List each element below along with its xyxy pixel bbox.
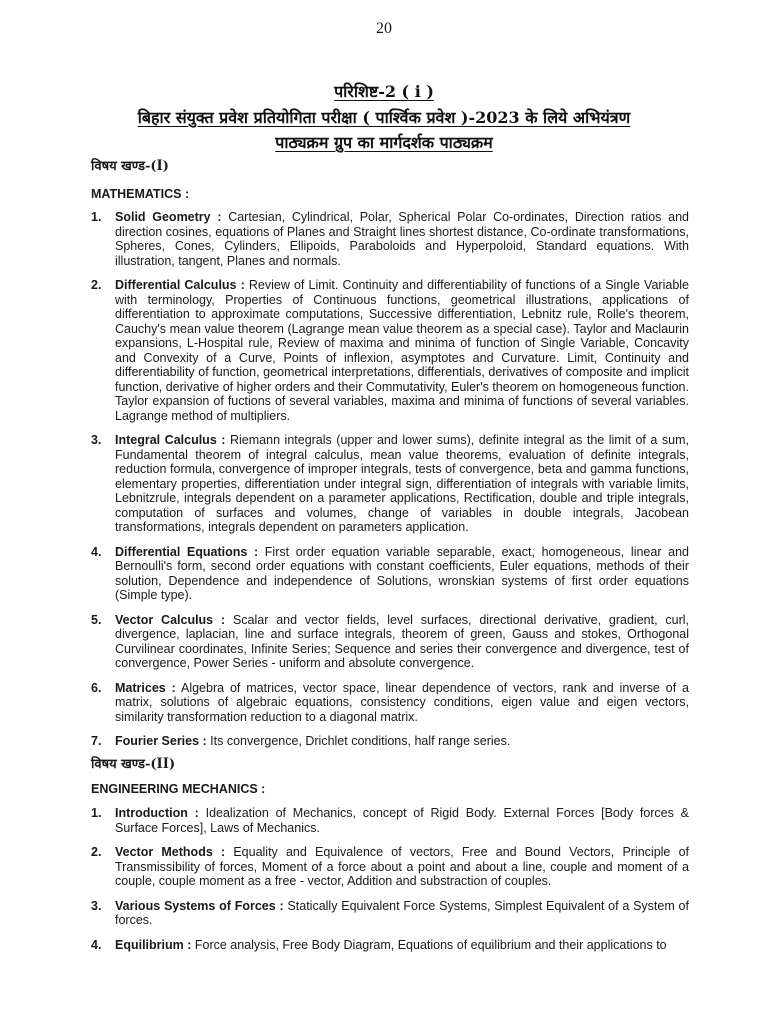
mathematics-topic-list [91, 210, 689, 759]
item-text: Algebra of matrices, vector space, linear dependence of vectors, rank and inverse of a matrix, solutions of algebraic equations, consistency conditions, eigen value and eigen vectors, similarity transformation reduction to a diagonal matrix. [115, 680, 690, 724]
khand-close: ) [168, 757, 176, 772]
list-item [91, 210, 689, 268]
item-title: Differential Calculus : [115, 278, 245, 292]
item-title: Equilibrium : [115, 937, 192, 952]
list-item [91, 734, 689, 749]
item-text: Scalar and vector fields, level surfaces, directional derivative, gradient, curl, divergence, laplacian, line and surface integrals, theorem of green, Gauss and stokes, Orthogonal Curvilinear coordinates, Infinite Series; Sequence and series their convergence and divergence, test of convergence, Power Series - uniform and absolute convergence. [115, 612, 689, 670]
list-item [91, 845, 689, 889]
khand-close: ) [162, 159, 169, 174]
item-text: Statically Equivalent Force Systems, Simplest Equivalent of a System of forces. [115, 898, 689, 927]
list-item [91, 278, 689, 423]
engineering-mechanics-title: ENGINEERING MECHANICS : [91, 782, 266, 796]
list-item [91, 681, 689, 725]
item-title: Integral Calculus : [115, 433, 226, 447]
item-number: 5. [91, 612, 102, 627]
item-text: Review of Limit. Continuity and differentiability of functions of a Single Variable with terminology, Properties of Continuous functions, geometrical illustrations, applications of differentiation to approximate computations, Successive differentiation, Lebnitz rule, Rolle's theorem, Cauchy's mean value theorem (Lagrange mean value theorem as a special case). Taylor and Maclaurin expansions, L-Hospital rule, Review of maxima and minima of function of Single Variable, Concavity and Convexity of a Curve, Points of inflexion, asymptotes and Curvature. Limit, Continuity and differentiability of function, geometrical interpretations, differentials, derivatives of composite and implicit function, derivative of higher orders and their Commutativity, Euler's theorem on homogeneous function. Taylor expansion of fuctions of several variables, maxima and minima of functions of several variables. Lagrange method of multipliers. [115, 278, 689, 423]
item-title: Various Systems of Forces : [115, 898, 284, 913]
list-item [91, 433, 689, 535]
list-item [91, 899, 689, 928]
section-1-khand [91, 156, 169, 175]
item-number: 3. [91, 433, 102, 447]
appendix-heading: परिशिष्ट-2 ( i ) [334, 82, 434, 101]
khand-label: विषय खण्ड-( [91, 757, 157, 772]
item-title: Introduction : [115, 806, 199, 820]
item-text: Equality and Equivalence of vectors, Free and Bound Vectors, Principle of Transmissibility of forces, Moment of a force about a point and about a line, couple and moment of a couple, couple moment as a free - vector, Addition and substraction of couples. [115, 845, 689, 888]
list-item [91, 806, 689, 835]
item-text: First order equation variable separable, exact, homogeneous, linear and Bernoulli's form, second order equations with constant coefficients, Euler equations, methods of their solution, Dependence and independence of Solutions, wronskian systems of first order equations (Simple type). [115, 544, 689, 602]
item-title: Vector Methods : [115, 845, 226, 859]
item-number: 7. [91, 734, 102, 748]
khand-roman: I [156, 157, 163, 174]
item-title: Differential Equations : [115, 544, 259, 559]
mathematics-title: MATHEMATICS : [91, 187, 190, 201]
item-text: Its convergence, Drichlet conditions, half range series. [206, 734, 511, 748]
exam-title-line-2: पाठ्यक्रम ग्रुप का मार्गदर्शक पाठ्यक्रम [275, 133, 493, 152]
item-title: Matrices : [115, 680, 176, 695]
section-2-khand [91, 754, 175, 773]
item-number: 1. [91, 806, 102, 820]
list-item [91, 613, 689, 671]
item-number: 3. [91, 898, 102, 913]
list-item [91, 938, 689, 953]
exam-title-line-1: बिहार संयुक्त प्रवेश प्रतियोगिता परीक्षा ( पार्श्विक प्रवेश )-2023 के लिये अभियंत्रण [137, 108, 631, 127]
page-number: 20 [376, 20, 392, 37]
item-title: Vector Calculus : [115, 612, 226, 627]
khand-roman: II [156, 755, 169, 772]
khand-label: विषय खण्ड-( [91, 159, 157, 174]
item-title: Solid Geometry : [115, 210, 222, 224]
item-number: 4. [91, 937, 102, 952]
item-number: 6. [91, 680, 102, 695]
item-number: 4. [91, 544, 102, 559]
item-number: 1. [91, 210, 102, 224]
item-title: Fourier Series : [115, 734, 207, 748]
item-text: Riemann integrals (upper and lower sums), definite integral as the limit of a sum, Fundamental theorem of integral calculus, mean value theorems, evaluation of definite integrals, reduction formula, convergence of improper integrals, tests of convergence, beta and gamma functions, elementary properties, differentiation under integral sign, differentiation of integrals with variable limits, Lebnitzrule, integrals dependent on a parameter applications, Rectification, double and triple integrals, computation of surfaces and volumes, change of variables in double integrals, Jacobean transformations, integrals dependent on parameters application. [115, 433, 689, 534]
item-text: Idealization of Mechanics, concept of Rigid Body. External Forces [Body forces & Surface Forces], Laws of Mechanics. [115, 806, 689, 835]
item-text: Cartesian, Cylindrical, Polar, Spherical Polar Co-ordinates, Direction ratios and direction cosines, equations of Planes and Straight lines shortest distance, Co-ordinate transformations, Spheres, Cones, Cylinders, Ellipoids, Paraboloids and Hyperpoloid, Standard equations. With illustration, tangent, Planes and normals. [115, 210, 689, 268]
item-number: 2. [91, 278, 102, 292]
mechanics-topic-list [91, 806, 689, 962]
item-number: 2. [91, 845, 102, 859]
item-text: Force analysis, Free Body Diagram, Equations of equilibrium and their applications to [191, 937, 667, 952]
list-item [91, 545, 689, 603]
